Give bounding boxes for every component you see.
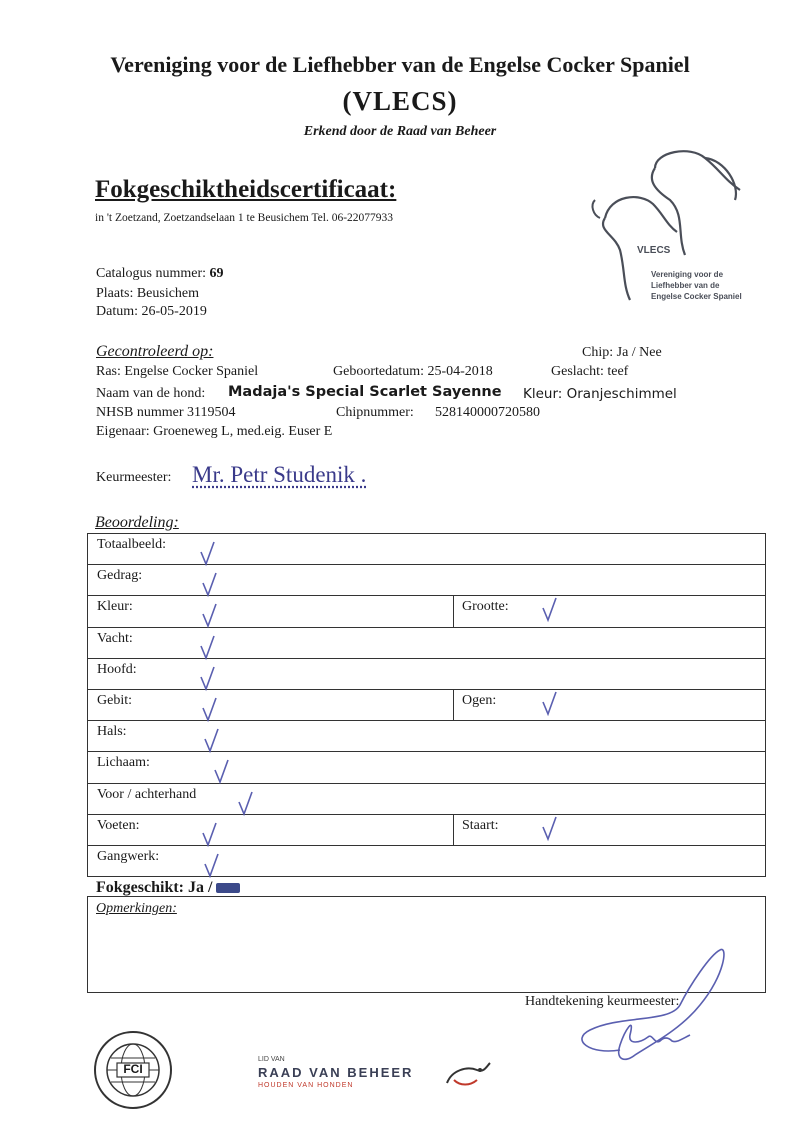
assessment-criterion: Vacht: — [97, 630, 133, 646]
catalog-number-value: 69 — [209, 266, 224, 281]
assessment-criterion: Hoofd: — [97, 661, 137, 677]
dogname-value: Madaja's Special Scarlet Sayenne — [228, 384, 502, 400]
assessment-criterion: Gedrag: — [97, 568, 143, 584]
assessment-row — [88, 784, 765, 815]
recognition-subtitle: Erkend door de Raad van Beheer — [303, 124, 497, 139]
column-divider — [453, 690, 454, 720]
check-mark-icon — [198, 540, 218, 568]
nhsb-number: NHSB nummer 3119504 — [96, 405, 236, 420]
catalog-number — [96, 266, 224, 282]
logo-line-1: Vereniging voor de — [651, 270, 724, 279]
catalog-number-label: Catalogus nummer: — [96, 266, 207, 281]
assessment-criterion: Gebit: — [97, 692, 132, 708]
catalog-place: Plaats: Beusichem — [96, 286, 200, 301]
assessment-title: Beoordeling: — [95, 514, 179, 531]
controlled-title: Gecontroleerd op: — [96, 343, 214, 360]
check-mark-icon — [202, 727, 222, 755]
breeding-suitable-label: Fokgeschikt: Ja / — [96, 879, 213, 896]
chip-label: Chip: Ja / Nee — [582, 345, 662, 360]
check-mark-icon — [540, 690, 560, 718]
assessment-criterion: Hals: — [97, 724, 127, 740]
check-mark-icon — [200, 571, 220, 599]
struck-out-mark — [216, 883, 240, 893]
assessment-row — [88, 721, 765, 752]
assessment-row — [88, 565, 765, 596]
assessment-criterion: Voeten: — [97, 817, 140, 833]
logo-line-2: Liefhebber van de — [651, 281, 720, 290]
check-mark-icon — [540, 596, 560, 624]
assessment-row — [88, 628, 765, 659]
birthdate: Geboortedatum: 25-04-2018 — [333, 364, 493, 379]
judge-label: Keurmeester: — [96, 470, 172, 485]
check-mark-icon — [200, 696, 220, 724]
column-divider — [453, 596, 454, 626]
assessment-criterion: Voor / achterhand — [97, 786, 197, 802]
assessment-criterion: Totaalbeeld: — [97, 537, 166, 552]
assessment-table — [87, 533, 766, 877]
judge-name: Mr. Petr Studenik . — [192, 462, 367, 487]
certificate-title: Fokgeschiktheidscertificaat: — [95, 176, 397, 203]
remarks-label: Opmerkingen: — [96, 901, 177, 916]
assessment-criterion: Lichaam: — [97, 755, 150, 771]
certificate-location: in 't Zoetzand, Zoetzandselaan 1 te Beusichem Tel. 06-22077933 — [95, 212, 394, 224]
owner: Eigenaar: Groeneweg L, med.eig. Euser E — [96, 424, 333, 439]
assessment-criterion: Kleur: — [97, 599, 133, 615]
logo-line-3: Engelse Cocker Spaniel — [651, 292, 742, 301]
check-mark-icon — [198, 634, 218, 662]
assessment-criterion-right: Staart: — [462, 817, 499, 833]
assessment-criterion-right: Grootte: — [462, 599, 509, 615]
assessment-row — [88, 534, 765, 565]
column-divider — [453, 815, 454, 845]
sex: Geslacht: teef — [551, 364, 629, 379]
rvb-top: LID VAN — [258, 1056, 285, 1063]
signature-scribble-icon — [560, 945, 740, 1070]
fci-logo — [93, 1030, 173, 1110]
assessment-row — [88, 596, 765, 627]
assessment-criterion: Gangwerk: — [97, 848, 160, 864]
association-acronym: (VLECS) — [342, 86, 458, 116]
check-mark-icon — [198, 665, 218, 693]
chipnumber-label: Chipnummer: — [336, 405, 414, 420]
dogname-label: Naam van de hond: — [96, 386, 206, 401]
assessment-row — [88, 846, 765, 876]
assessment-criterion-right: Ogen: — [462, 692, 497, 708]
check-mark-icon — [540, 815, 560, 843]
rvb-main: RAAD VAN BEHEER — [258, 1065, 414, 1080]
check-mark-icon — [200, 821, 220, 849]
breeding-suitable — [96, 879, 240, 897]
check-mark-icon — [212, 758, 232, 786]
dog-mark-icon — [442, 1058, 492, 1093]
breed: Ras: Engelse Cocker Spaniel — [96, 364, 259, 379]
logo-name: VLECS — [637, 245, 671, 256]
check-mark-icon — [200, 602, 220, 630]
dog-color: Kleur: Oranjeschimmel — [523, 386, 677, 402]
check-mark-icon — [236, 790, 256, 818]
assessment-row — [88, 690, 765, 721]
chipnumber-value: 528140000720580 — [435, 405, 540, 420]
fci-label: FCI — [123, 1062, 143, 1076]
assessment-row — [88, 752, 765, 783]
catalog-date: Datum: 26-05-2019 — [96, 304, 207, 319]
rvb-sub: HOUDEN VAN HONDEN — [258, 1082, 354, 1089]
signature-label: Handtekening keurmeester: — [525, 994, 680, 1009]
association-title: Vereniging voor de Liefhebber van de Engelse Cocker Spaniel — [110, 52, 690, 77]
check-mark-icon — [202, 852, 222, 880]
vlecs-logo — [585, 140, 755, 310]
assessment-row — [88, 659, 765, 690]
assessment-row — [88, 815, 765, 846]
